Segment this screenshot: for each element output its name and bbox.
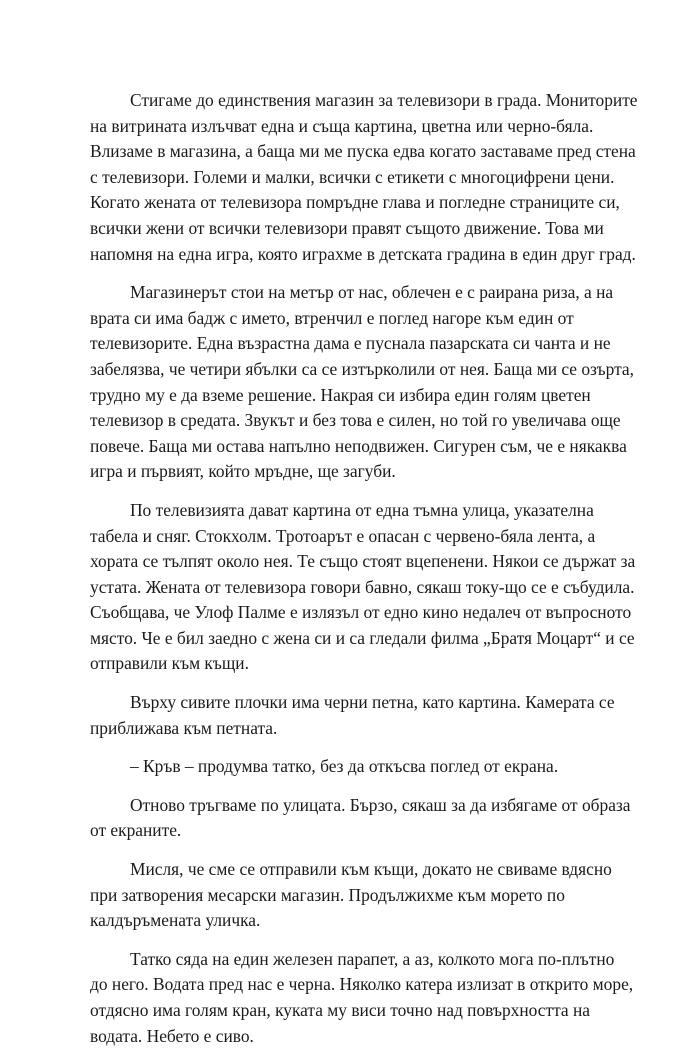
text-line: трудно му е да вземе решение. Накрая си избира един голям цветен <box>90 384 591 405</box>
text-line: телевизор в средата. Звукът и без това е силен, но той го увеличава още <box>90 410 621 431</box>
text-line: до него. Водата пред нас е черна. Няколко катера излизат в открито море, <box>90 974 634 995</box>
paragraph-7 <box>90 857 611 934</box>
text-line: табела и сняг. Стокхолм. Тротоарът е опасан с червено-бяла лента, а <box>90 525 596 546</box>
text-line: приближава към петната. <box>90 717 278 738</box>
text-line: Отново тръгваме по улицата. Бързо, сякаш за да избягаме от образа <box>130 794 631 815</box>
text-line: Върху сивите плочки има черни петна, като картина. Камерата се <box>130 692 615 713</box>
paragraph-6 <box>90 793 631 844</box>
text-line: с телевизори. Големи и малки, всички с етикети с многоцифрени цени. <box>90 166 615 187</box>
text-line: повече. Баща ми остава напълно неподвижен. Сигурен съм, че е някаква <box>90 435 627 456</box>
text-line: игра и първият, който мръдне, ще загуби. <box>90 461 396 482</box>
text-line: Съобщава, че Улоф Палме е излязъл от едно кино недалеч от въпросното <box>90 602 632 623</box>
paragraph-3 <box>90 498 636 677</box>
text-line: По телевизията дават картина от една тъмна улица, указателна <box>130 499 594 520</box>
text-line: място. Че е бил заедно с жена си и са гледали филма „Братя Моцарт“ и се <box>90 627 635 648</box>
text-line: отдясно има голям кран, куката му виси точно над повърхността на <box>90 1000 590 1020</box>
text-line: устата. Жената от телевизора говори бавно, сякаш току-що се е събудила. <box>90 576 635 597</box>
text-line: напомня на една игра, която играхме в детската градина в един друг град. <box>90 243 636 264</box>
text-line: калдъръмената уличка. <box>90 910 261 931</box>
document-page <box>90 88 638 1062</box>
text-line: Когато жената от телевизора помръдне глава и погледне страниците си, <box>90 192 620 213</box>
paragraph-5 <box>90 754 611 780</box>
text-line: Мисля, че сме се отправили към къщи, докато не свиваме вдясно <box>130 859 612 880</box>
text-line: от екраните. <box>90 820 182 841</box>
text-line: всички жени от всички телевизори правят същото движение. Това ми <box>90 217 604 238</box>
text-line: Татко сяда на един железен парапет, а аз, колкото мога по-плътно <box>130 948 615 969</box>
text-line: водата. Небето е сиво. <box>90 1025 254 1046</box>
text-line: на витрината излъчват една и съща картина, цветна или черно-бяла. <box>90 115 594 136</box>
paragraph-4 <box>90 690 615 741</box>
paragraph-8 <box>90 947 634 1049</box>
text-line: отправили към къщи. <box>90 653 249 674</box>
paragraph-1 <box>90 88 638 267</box>
text-line: забелязва, че четири ябълки са се изтърколили от нея. Баща ми се озърта, <box>90 358 634 379</box>
paragraph-2 <box>90 280 634 485</box>
text-line: врата си има бадж с името, втренчил е поглед нагоре към един от <box>90 307 574 328</box>
text-line: Стигаме до единствения магазин за телевизори в града. Мониторите <box>130 90 638 110</box>
text-line: при затворения месарски магазин. Продължихме към морето по <box>90 884 565 905</box>
text-line: – Кръв – продумва татко, без да откъсва поглед от екрана. <box>130 756 559 777</box>
text-line: телевизорите. Една възрастна дама е пуснала пазарската си чанта и не <box>90 333 611 354</box>
text-line: Магазинерът стои на метър от нас, облечен е с раирана риза, а на <box>130 282 614 303</box>
text-line: хората се тълпят около нея. Те също стоят вцепенени. Някои се държат за <box>90 551 636 572</box>
text-line: Влизаме в магазина, а баща ми ме пуска едва когато заставаме пред стена <box>90 141 636 162</box>
